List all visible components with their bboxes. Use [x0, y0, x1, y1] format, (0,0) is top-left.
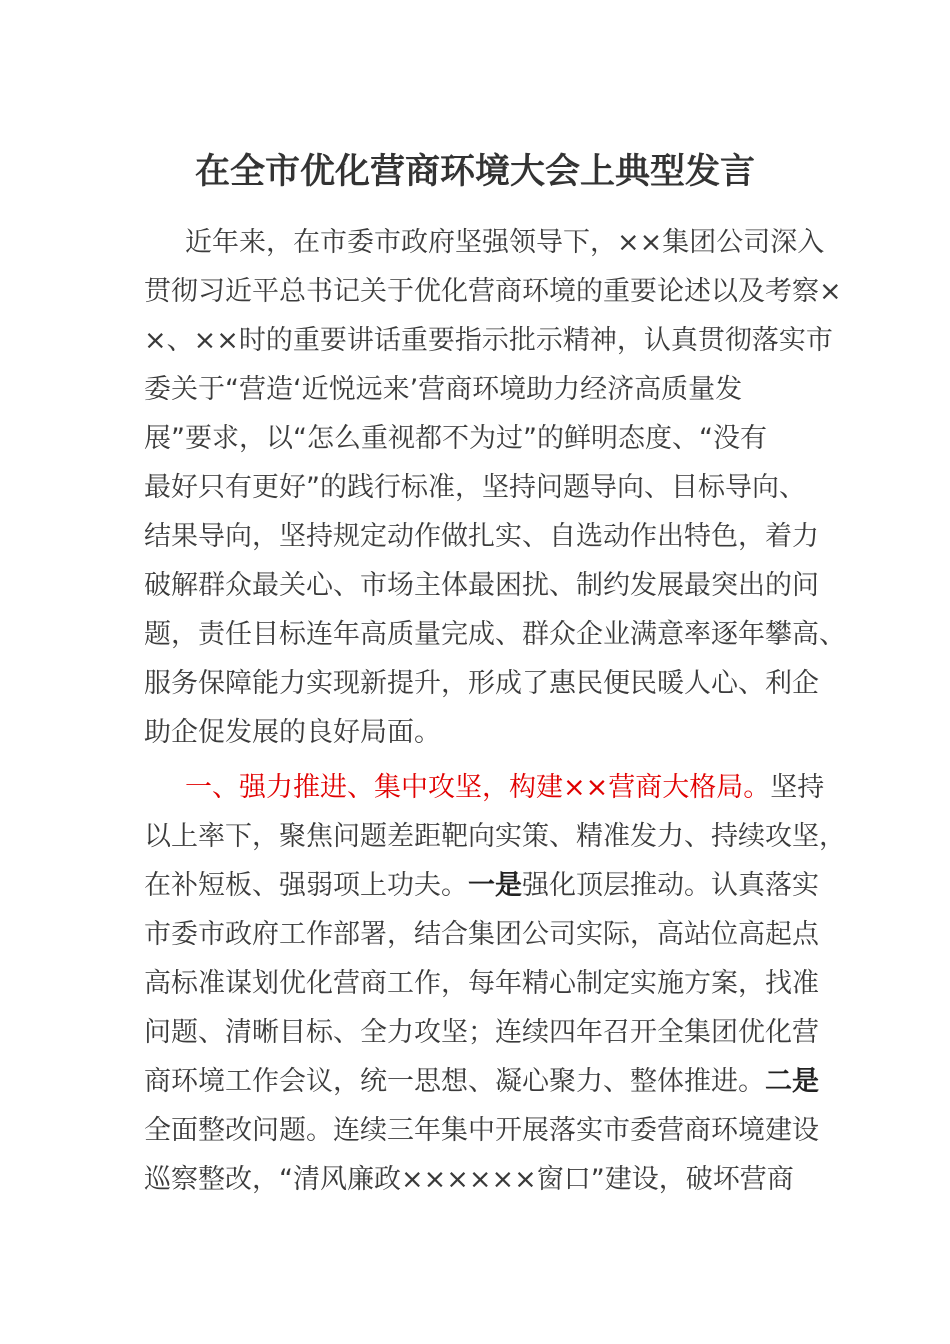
paragraph-line: 巡察整改，“清风廉政××××××窗口”建设，破坏营商: [144, 1164, 794, 1195]
paragraph-line: 贯彻习近平总书记关于优化营商环境的重要论述以及考察×: [144, 276, 842, 307]
paragraph-text: 在补短板、强弱项上功夫。: [144, 870, 468, 901]
paragraph-line: 全面整改问题。连续三年集中开展落实市委营商环境建设: [144, 1115, 819, 1146]
paragraph-line: 服务保障能力实现新提升，形成了惠民便民暖人心、利企: [144, 668, 819, 699]
document-title: 在全市优化营商环境大会上典型发言: [194, 152, 755, 192]
paragraph-line: 展”要求，以“怎么重视都不为过”的鲜明态度、“没有: [144, 423, 767, 454]
paragraph-line: 以上率下，聚焦问题差距靶向实策、精准发力、持续攻坚，: [144, 821, 846, 852]
paragraph-line: 委关于“营造‘近悦远来’营商环境助力经济高质量发: [144, 374, 743, 405]
paragraph-line: 问题、清晰目标、全力攻坚；连续四年召开全集团优化营: [144, 1017, 819, 1048]
paragraph-line: 市委市政府工作部署，结合集团公司实际，高站位高起点: [144, 919, 819, 950]
paragraph-line: [144, 1057, 819, 1106]
paragraph-line: [144, 861, 819, 910]
point-marker-one: 一是: [468, 870, 522, 901]
section-heading-tail: 坚持: [770, 772, 825, 803]
point-marker-two: 二是: [765, 1066, 819, 1097]
paragraph-text: 强化顶层推动。认真落实: [522, 870, 819, 901]
paragraph-line: 破解群众最关心、市场主体最困扰、制约发展最突出的问: [144, 570, 819, 601]
paragraph-line: 结果导向，坚持规定动作做扎实、自选动作出特色，着力: [144, 521, 819, 552]
paragraph-line: ×、××时的重要讲话重要指示批示精神，认真贯彻落实市: [144, 325, 833, 356]
paragraph-line: 助企促发展的良好局面。: [144, 717, 441, 748]
paragraph-text: 商环境工作会议，统一思想、凝心聚力、整体推进。: [144, 1066, 765, 1097]
section-heading-line: [185, 763, 824, 812]
section-heading: 一、强力推进、集中攻坚，构建××营商大格局。: [185, 772, 771, 803]
paragraph-line: 近年来，在市委市政府坚强领导下，××集团公司深入: [185, 227, 825, 258]
paragraph-line: 题，责任目标连年高质量完成、群众企业满意率逐年攀高、: [144, 619, 846, 650]
paragraph-line: 高标准谋划优化营商工作，每年精心制定实施方案，找准: [144, 968, 819, 999]
paragraph-line: 最好只有更好”的践行标准，坚持问题导向、目标导向、: [144, 472, 806, 503]
